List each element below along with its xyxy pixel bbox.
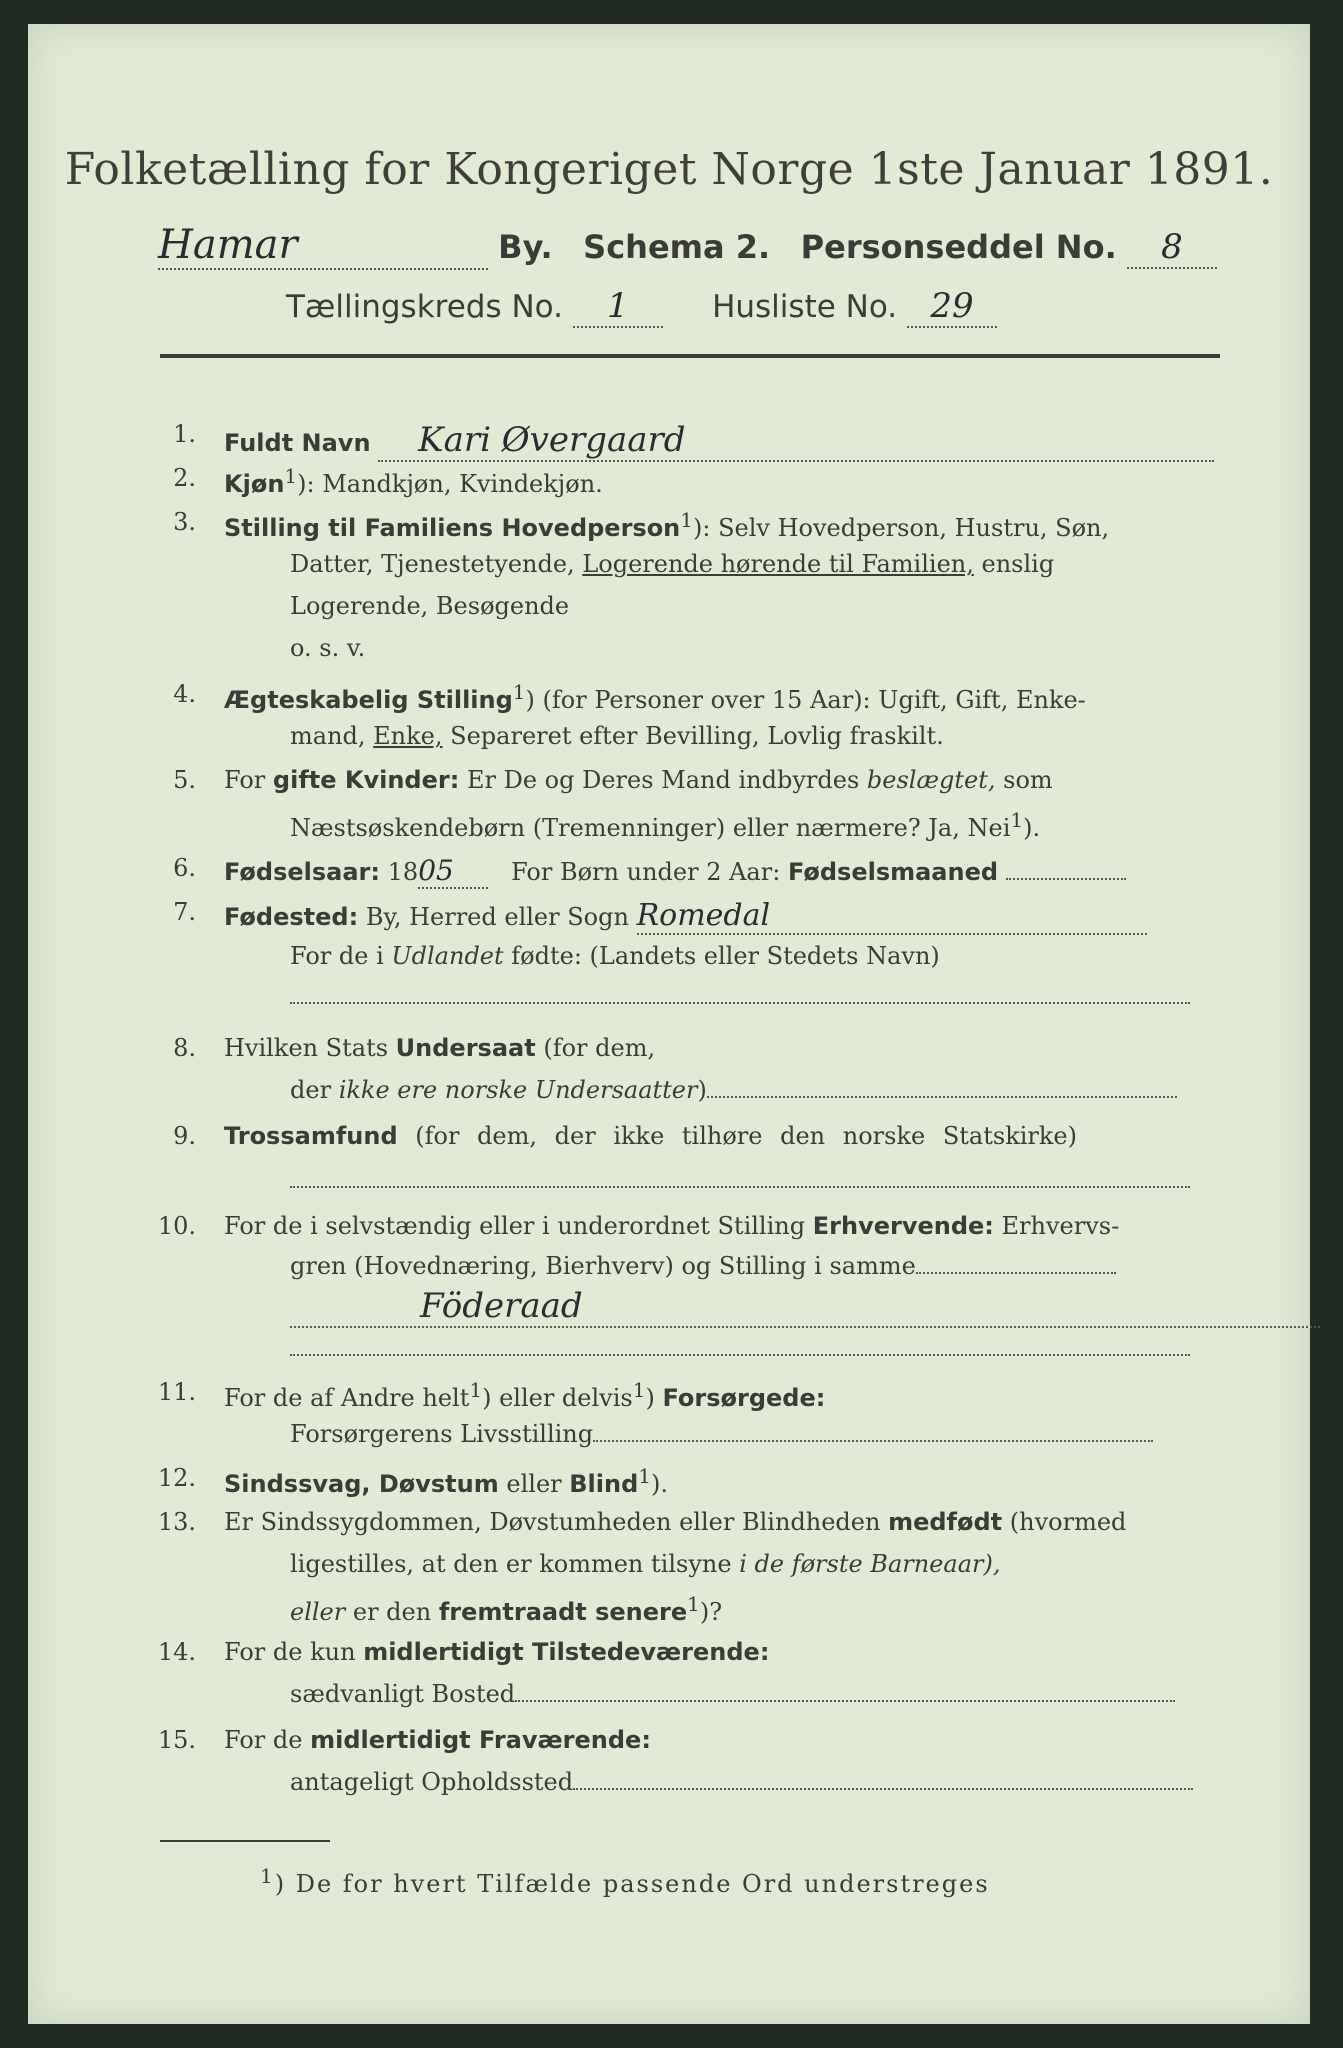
q15-number: 15. (157, 1726, 196, 1754)
q13-line2 (290, 1550, 1000, 1578)
census-form (28, 24, 1310, 2024)
q10-pre: For de i selvstændig eller i underordnet Stilling (224, 1212, 806, 1240)
q6-text: For Børn under 2 Aar: (511, 858, 781, 886)
q15-line2-text: antageligt Opholdssted (290, 1768, 574, 1796)
q5-row (224, 766, 1053, 794)
q10-value: Föderaad (290, 1286, 1320, 1328)
q10-value-line (290, 1286, 1320, 1328)
q4-line1: ) (for Personer over 15 Aar): Ugift, Gift, Enke- (525, 686, 1086, 714)
q5-line2: Næstsøskendebørn (Tremenninger) eller nærmere? Ja, Nei (290, 814, 1011, 842)
footnote-sup: 1 (260, 1864, 275, 1888)
schema-label: Schema 2. (583, 228, 771, 266)
q14-pre: For de kun (224, 1638, 356, 1666)
q6-number: 6. (173, 854, 196, 882)
q13-line2-italic: i de første Barneaar), (739, 1550, 1001, 1578)
q5-label-pre: For (224, 766, 266, 794)
q8-number: 8. (173, 1034, 196, 1062)
q3-line2b-underlined: Logerende hørende til Familien, (582, 550, 974, 578)
q13-line3-italic: eller (290, 1598, 346, 1626)
footnote-text: ) De for hvert Tilfælde passende Ord understreges (274, 1870, 990, 1898)
q8-text: (for dem, (543, 1034, 656, 1062)
q3-number: 3. (173, 508, 196, 536)
q13-number: 13. (157, 1508, 196, 1536)
q7-line2a: For de i (290, 942, 384, 970)
q6-label2: Fødselsmaaned (787, 858, 999, 886)
q5-line1: Er De og Deres Mand indbyrdes (466, 766, 860, 794)
q1-value: Kari Øvergaard (378, 420, 1214, 462)
q4-line2c: Separeret efter Bevilling, Lovlig fraskilt. (450, 722, 944, 750)
q11-pre: For de af Andre helt (224, 1384, 470, 1412)
q3-line3: Logerende, Besøgende (290, 592, 570, 620)
husliste-label: Husliste No. (712, 289, 898, 325)
q1-number: 1. (173, 420, 196, 448)
q10-label: Erhvervende: (812, 1212, 994, 1240)
q11-line2 (290, 1420, 1153, 1448)
q3-line2 (290, 550, 1054, 578)
husliste-number: 29 (907, 286, 997, 328)
form-title: Folketælling for Kongeriget Norge 1ste Januar 1891. (64, 144, 1274, 195)
q4-row: Ægteskabelig Stilling$^1$) (for Personer over 15 Aar): Ugift, Gift, Enke- (224, 680, 1086, 714)
q2-sup: 1 (284, 464, 298, 488)
q13-row (224, 1508, 1126, 1536)
q14-row (224, 1638, 769, 1666)
q9-text: (for dem, der ikke tilhøre den norske Statskirke) (415, 1122, 1077, 1150)
q14-label: midlertidigt Tilstedeværende: (363, 1638, 770, 1666)
q11-number: 11. (157, 1378, 196, 1406)
q2-text: ): Mandkjøn, Kvindekjøn. (297, 470, 603, 498)
footnote-divider (160, 1840, 330, 1842)
q4-label: Ægteskabelig Stilling (224, 686, 513, 714)
q12-label: Sindssvag, Døvstum (224, 1470, 499, 1498)
q2-row (224, 464, 603, 498)
q11-mid: ) eller delvis (482, 1384, 633, 1412)
q13-line3-text: er den (352, 1598, 432, 1626)
q6-value: 05 (418, 854, 488, 889)
q14-line2 (290, 1680, 1175, 1708)
q15-label: midlertidigt Fraværende: (310, 1726, 651, 1754)
q1-label: Fuldt Navn (224, 429, 371, 457)
personseddel-number: 8 (1127, 227, 1217, 269)
q6-label: Fødselsaar: (224, 858, 380, 886)
q7-row (224, 898, 1147, 935)
q7-value: Romedal (637, 898, 1147, 935)
q8-line2a: der (290, 1076, 332, 1104)
q12-number: 12. (157, 1464, 196, 1492)
q10-row (224, 1212, 1119, 1240)
q3-line4: o. s. v. (290, 634, 366, 662)
q7-line2-italic: Udlandet (391, 942, 504, 970)
q8-line2: der ikke ere norske Undersaatter) (290, 1076, 1177, 1104)
q5-line2-row: Næstsøskendebørn (Tremenninger) eller nærmere? Ja, Nei$^1$). (290, 808, 1041, 842)
q7-line2 (290, 942, 940, 970)
q6-prefix: 18 (387, 858, 419, 886)
q4-line2 (290, 722, 944, 750)
q3-line2a: Datter, Tjenestetyende, (290, 550, 575, 578)
q5-number: 5. (173, 766, 196, 794)
q7-number: 7. (173, 898, 196, 926)
q10-number: 10. (157, 1212, 196, 1240)
q3-line1: ): Selv Hovedperson, Hustru, Søn, (693, 514, 1110, 542)
q8-pre: Hvilken Stats (224, 1034, 389, 1062)
q13-pre: Er Sindssygdommen, Døvstumheden eller Blindheden (224, 1508, 881, 1536)
q11-line2-text: Forsørgerens Livsstilling (290, 1420, 594, 1448)
q13-line2-text: ligestilles, at den er kommen tilsyne (290, 1550, 732, 1578)
header-divider (160, 354, 1220, 358)
q13-text: (hvormed (1009, 1508, 1127, 1536)
header-line-2 (158, 222, 1217, 270)
q9-blank-line (290, 1166, 1190, 1194)
q13-line3: eller er den fremtraadt senere$^1$)? (290, 1592, 723, 1626)
q10-line2-text: gren (Hovednæring, Bierhverv) og Stilling i samme (290, 1252, 916, 1280)
q7-text: By, Herred eller Sogn (365, 903, 629, 931)
q4-line2b-underlined: Enke, (373, 722, 443, 750)
by-label: By. (498, 228, 553, 266)
kreds-label: Tællingskreds No. (286, 289, 563, 325)
q7-line2b: fødte: (Landets eller Stedets Navn) (511, 942, 940, 970)
q14-number: 14. (157, 1638, 196, 1666)
kreds-number: 1 (573, 286, 663, 328)
q3-label: Stilling til Familiens Hovedperson (224, 514, 681, 542)
q4-line2a: mand, (290, 722, 366, 750)
city-handwritten: Hamar (158, 222, 488, 270)
q9-row (224, 1122, 1077, 1150)
q7-blank-line (290, 982, 1190, 1010)
q12-label2: Blind (569, 1470, 639, 1498)
q8-label: Undersaat (395, 1034, 536, 1062)
q6-blank (1006, 878, 1126, 880)
personseddel-label: Personseddel No. (800, 228, 1117, 266)
q15-line2 (290, 1768, 1193, 1796)
header-line-3 (286, 286, 997, 328)
q11-label: Forsørgede: (662, 1384, 826, 1412)
q5-line1-end: som (1003, 766, 1053, 794)
q12-mid: eller (506, 1470, 562, 1498)
q13-label3: fremtraadt senere (438, 1598, 688, 1626)
q10-text: Erhvervs- (1001, 1212, 1120, 1240)
q8-row (224, 1034, 655, 1062)
q2-number: 2. (173, 464, 196, 492)
q5-label: gifte Kvinder: (272, 766, 460, 794)
q9-number: 9. (173, 1122, 196, 1150)
q8-line2-italic: ikke ere norske Undersaatter (338, 1076, 698, 1104)
q10-blank-line (290, 1334, 1190, 1362)
q3-row: Stilling til Familiens Hovedperson$^1$): Selv Hovedperson, Hustru, Søn, (224, 508, 1110, 542)
q2-label: Kjøn (224, 470, 285, 498)
q11-row: For de af Andre helt$^1$) eller delvis$^1$) Forsørgede: (224, 1378, 826, 1412)
q12-row: Sindssvag, Døvstum eller Blind$^1$). (224, 1464, 669, 1498)
q7-label: Fødested: (224, 903, 359, 931)
q3-line2c: enslig (981, 550, 1055, 578)
q1-row (224, 420, 1214, 462)
footnote (260, 1864, 990, 1898)
q9-label: Trossamfund (224, 1122, 398, 1150)
q14-line2-text: sædvanligt Bosted (290, 1680, 516, 1708)
q15-row (224, 1726, 651, 1754)
q5-line1-italic: beslægtet, (866, 766, 996, 794)
q6-row (224, 854, 1126, 889)
q10-line2 (290, 1252, 1116, 1280)
q13-label: medfødt (888, 1508, 1003, 1536)
q4-number: 4. (173, 680, 196, 708)
q15-pre: For de (224, 1726, 303, 1754)
